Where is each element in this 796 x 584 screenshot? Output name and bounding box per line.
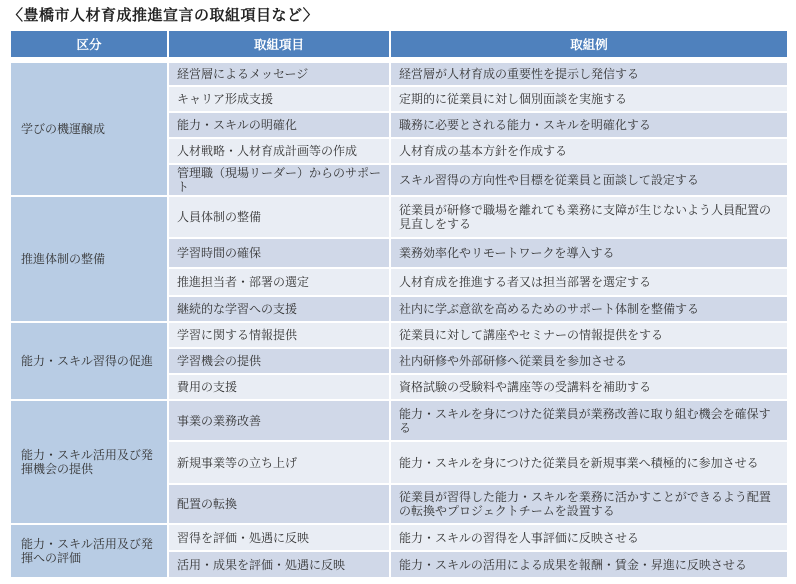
table-row <box>11 401 787 440</box>
item-cell: 事業の業務改善 <box>169 401 389 440</box>
item-cell: 習得を評価・処遇に反映 <box>169 525 389 550</box>
category-cell: 学びの機運醸成 <box>11 63 167 195</box>
item-cell: 能力・スキルの明確化 <box>169 113 389 137</box>
item-cell: 管理職（現場リーダー）からのサポート <box>169 165 389 195</box>
example-cell: 人材育成の基本方針を作成する <box>391 139 787 163</box>
example-cell: スキル習得の方向性や目標を従業員と面談して設定する <box>391 165 787 195</box>
item-cell: 推進担当者・部署の選定 <box>169 269 389 295</box>
example-cell: 能力・スキルを身につけた従業員を新規事業へ積極的に参加させる <box>391 442 787 483</box>
item-cell: キャリア形成支援 <box>169 87 389 111</box>
table-body <box>11 63 787 577</box>
example-cell: 業務効率化やリモートワークを導入する <box>391 239 787 267</box>
header-category: 区分 <box>11 31 167 57</box>
example-cell: 能力・スキルの習得を人事評価に反映させる <box>391 525 787 550</box>
table-row <box>11 63 787 85</box>
item-cell: 学習に関する情報提供 <box>169 323 389 347</box>
item-cell: 人材戦略・人材育成計画等の作成 <box>169 139 389 163</box>
example-cell: 従業員が研修で職場を離れても業務に支障が生じないよう人員配置の見直しをする <box>391 197 787 237</box>
example-cell: 職務に必要とされる能力・スキルを明確化する <box>391 113 787 137</box>
item-cell: 経営層によるメッセージ <box>169 63 389 85</box>
item-cell: 活用・成果を評価・処遇に反映 <box>169 552 389 577</box>
item-cell: 人員体制の整備 <box>169 197 389 237</box>
item-cell: 学習機会の提供 <box>169 349 389 373</box>
example-cell: 社内研修や外部研修へ従業員を参加させる <box>391 349 787 373</box>
table-row <box>11 197 787 237</box>
example-cell: 従業員に対して講座やセミナーの情報提供をする <box>391 323 787 347</box>
category-cell: 能力・スキル活用及び発揮機会の提供 <box>11 401 167 523</box>
example-cell: 定期的に従業員に対し個別面談を実施する <box>391 87 787 111</box>
document-title: 〈豊橋市人材育成推進宣言の取組項目など〉 <box>8 6 319 24</box>
item-cell: 学習時間の確保 <box>169 239 389 267</box>
header-example: 取組例 <box>391 31 787 57</box>
table-row <box>11 323 787 347</box>
category-cell: 推進体制の整備 <box>11 197 167 321</box>
table-header-row <box>11 31 787 57</box>
initiatives-table <box>9 29 789 579</box>
category-cell: 能力・スキル習得の促進 <box>11 323 167 399</box>
example-cell: 経営層が人材育成の重要性を提示し発信する <box>391 63 787 85</box>
item-cell: 新規事業等の立ち上げ <box>169 442 389 483</box>
item-cell: 配置の転換 <box>169 485 389 523</box>
table-row <box>11 525 787 550</box>
header-item: 取組項目 <box>169 31 389 57</box>
example-cell: 能力・スキルを身につけた従業員が業務改善に取り組む機会を確保する <box>391 401 787 440</box>
item-cell: 費用の支援 <box>169 375 389 399</box>
example-cell: 従業員が習得した能力・スキルを業務に活かすことができるよう配置の転換やプロジェクトチームを設置する <box>391 485 787 523</box>
example-cell: 資格試験の受験料や講座等の受講料を補助する <box>391 375 787 399</box>
item-cell: 継続的な学習への支援 <box>169 297 389 321</box>
example-cell: 能力・スキルの活用による成果を報酬・賃金・昇進に反映させる <box>391 552 787 577</box>
example-cell: 人材育成を推進する者又は担当部署を選定する <box>391 269 787 295</box>
example-cell: 社内に学ぶ意欲を高めるためのサポート体制を整備する <box>391 297 787 321</box>
category-cell: 能力・スキル活用及び発揮への評価 <box>11 525 167 577</box>
